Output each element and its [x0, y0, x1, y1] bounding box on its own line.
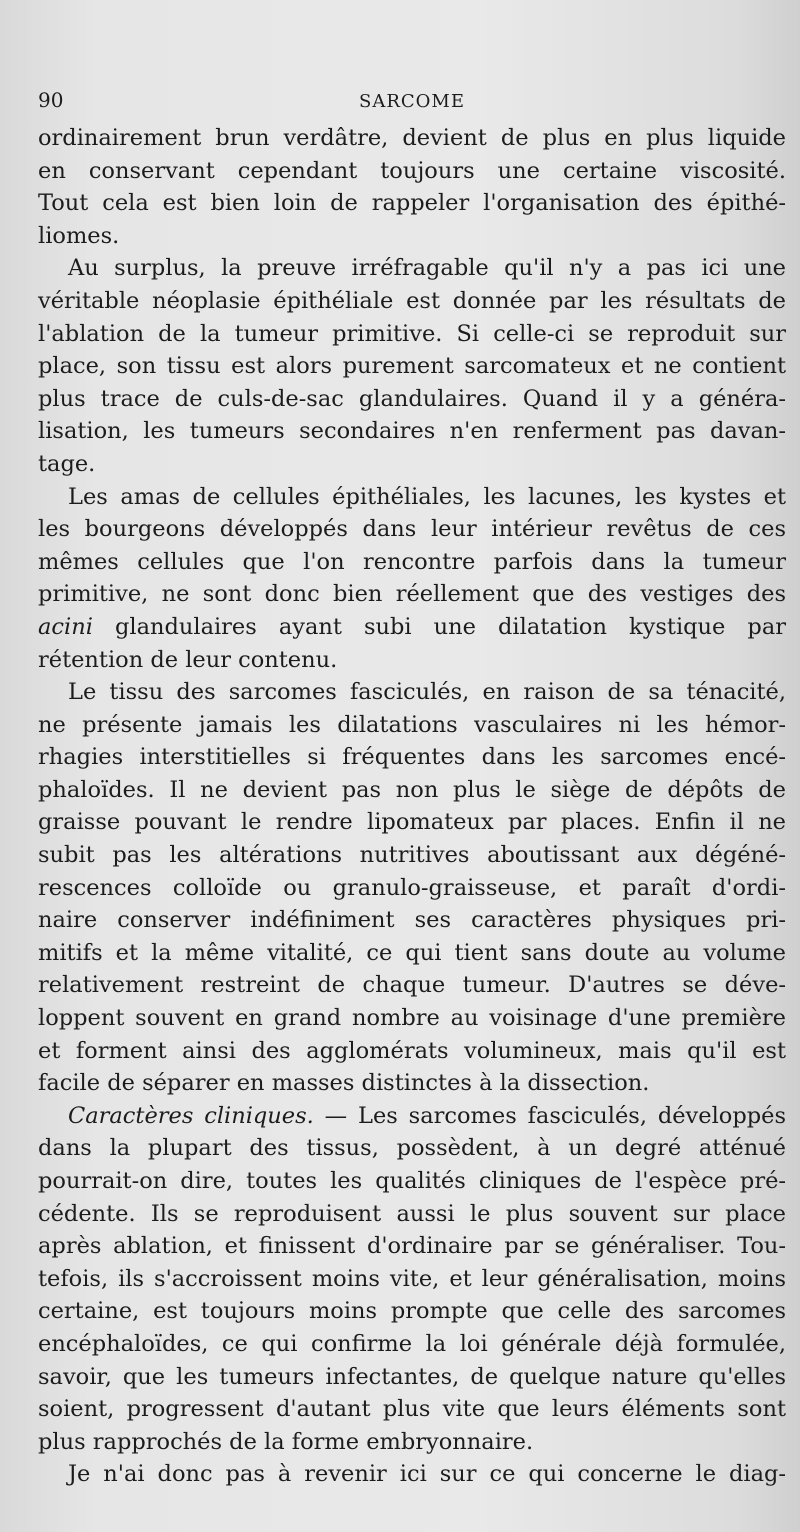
- text-line-rest: glandulaires ayant subi une dilatation kystique par: [114, 613, 786, 640]
- text-line: rhagies interstitielles si fréquentes dans les sarcomes encé-: [38, 744, 786, 771]
- text-line: l'ablation de la tumeur primitive. Si celle-ci se reproduit sur: [38, 320, 786, 347]
- text-line: plus rapprochés de la forme embryonnaire.: [38, 1428, 534, 1455]
- text-line: [38, 611, 786, 644]
- paragraph-start-line: Je n'ai donc pas à revenir ici sur ce qui concerne le diag-: [68, 1461, 786, 1488]
- text-line-rest: Les sarcomes fasciculés, développés: [358, 1102, 786, 1129]
- paragraph-start-line: Le tissu des sarcomes fasciculés, en raison de sa ténacité,: [68, 679, 786, 706]
- text-line: place, son tissu est alors purement sarcomateux et ne contient: [38, 353, 786, 380]
- text-line: liomes.: [38, 222, 120, 249]
- text-line: certaine, est toujours moins prompte que celle des sarcomes: [38, 1298, 786, 1325]
- text-line: et forment ainsi des agglomérats volumineux, mais qu'il est: [38, 1037, 786, 1064]
- text-line: Tout cela est bien loin de rappeler l'organisation des épithé-: [38, 190, 786, 217]
- text-line: primitive, ne sont donc bien réellement que des vestiges des: [38, 581, 786, 608]
- section-lead-in: Caractères cliniques. —: [68, 1102, 348, 1129]
- text-line: véritable néoplasie épithéliale est donnée par les résultats de: [38, 287, 786, 314]
- text-line: tage.: [38, 450, 96, 477]
- text-line: dans la plupart des tissus, possèdent, à un degré atténué: [38, 1135, 786, 1162]
- text-line: tefois, ils s'accroissent moins vite, et leur généralisation, moins: [38, 1265, 786, 1292]
- text-line: lisation, les tumeurs secondaires n'en renferment pas davan-: [38, 418, 786, 445]
- italic-word: acini: [38, 613, 93, 640]
- text-line: savoir, que les tumeurs infectantes, de quelque nature qu'elles: [38, 1363, 786, 1390]
- text-line: cédente. Ils se reproduisent aussi le plus souvent sur place: [38, 1200, 786, 1227]
- paragraph-start-line: Les amas de cellules épithéliales, les lacunes, les kystes et: [68, 483, 786, 510]
- text-line: pourrait-on dire, toutes les qualités cliniques de l'espèce pré-: [38, 1168, 786, 1194]
- text-line: naire conserver indéfiniment ses caractères physiques pri-: [38, 907, 786, 934]
- paragraph-start-line: Au surplus, la preuve irréfragable qu'il n'y a pas ici une: [68, 255, 786, 282]
- body-text: [38, 122, 786, 1491]
- page-number: 90: [38, 88, 64, 112]
- text-line: ne présente jamais les dilatations vasculaires ni les hémor-: [38, 711, 786, 738]
- text-line: graisse pouvant le rendre lipomateux par places. Enfin il ne: [38, 809, 786, 836]
- paragraph-start-line: [38, 1100, 786, 1133]
- text-line: facile de séparer en masses distinctes à la dissection.: [38, 1070, 650, 1097]
- text-line: soient, progressent d'autant plus vite que leurs éléments sont: [38, 1396, 786, 1423]
- text-line: relativement restreint de chaque tumeur. D'autres se déve-: [38, 972, 786, 999]
- text-line: ordinairement brun verdâtre, devient de plus en plus liquide: [38, 125, 786, 151]
- text-line: en conservant cependant toujours une certaine viscosité.: [38, 157, 786, 184]
- text-line: les bourgeons développés dans leur intérieur revêtus de ces: [38, 516, 786, 543]
- text-line: après ablation, et finissent d'ordinaire par se généraliser. Tou-: [38, 1233, 786, 1260]
- text-line: plus trace de culs-de-sac glandulaires. Quand il y a généra-: [38, 385, 786, 412]
- text-line: encéphaloïdes, ce qui confirme la loi générale déjà formulée,: [38, 1330, 786, 1357]
- running-title: SARCOME: [359, 91, 465, 112]
- text-line: mitifs et la même vitalité, ce qui tient sans doute au volume: [38, 939, 786, 966]
- text-line: rétention de leur contenu.: [38, 646, 338, 673]
- text-line: phaloïdes. Il ne devient pas non plus le siège de dépôts de: [38, 776, 786, 803]
- text-line: mêmes cellules que l'on rencontre parfois dans la tumeur: [38, 548, 786, 575]
- text-line: subit pas les altérations nutritives aboutissant aux dégéné-: [38, 842, 786, 869]
- text-line: loppent souvent en grand nombre au voisinage d'une première: [38, 1005, 786, 1032]
- page-header: [38, 88, 786, 122]
- text-line: rescences colloïde ou granulo-graisseuse, et paraît d'ordi-: [38, 874, 786, 901]
